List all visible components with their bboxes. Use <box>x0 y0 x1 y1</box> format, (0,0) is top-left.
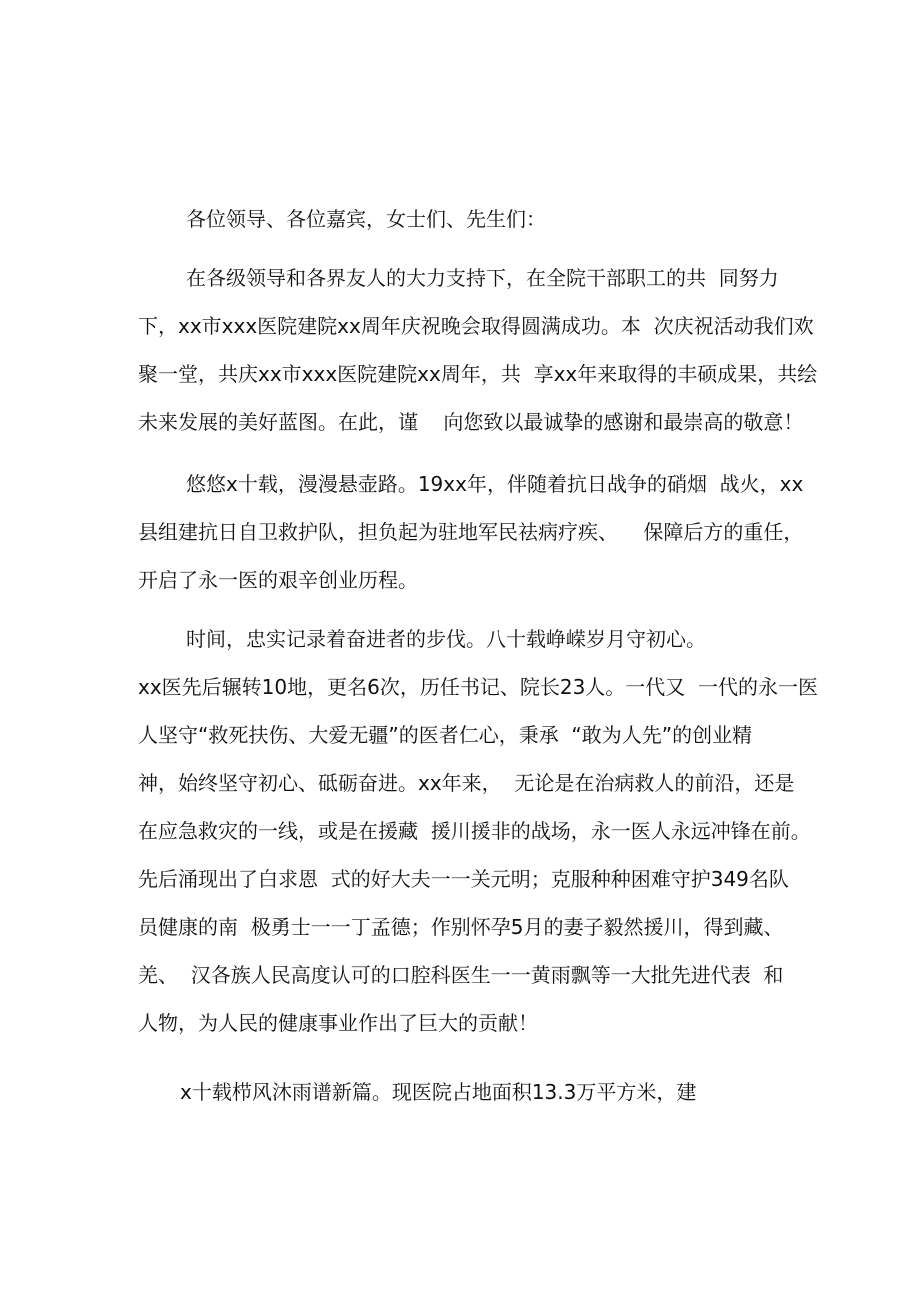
paragraph-1-line-3: 聚一堂，共庆xx市xxx医院建院xx周年，共 享xx年来取得的丰硕成果，共绘 <box>138 362 818 386</box>
paragraph-3-line-6: 先后涌现出了白求恩 式的好大夫一一关元明；克服种种困难守护349名队 <box>138 867 789 891</box>
paragraph-3-line-2: xx医先后辗转10地，更名6次，历任书记、院长23人。一代又 一代的永一医 <box>138 675 819 699</box>
paragraph-3-line-5: 在应急救灾的一线，或是在援藏 援川援非的战场，永一医人永远冲锋在前。 <box>138 819 811 843</box>
paragraph-2-line-1: 悠悠x十载，漫漫悬壶路。19xx年，伴随着抗日战争的硝烟 战火，xx <box>186 472 804 496</box>
paragraph-4-line-1: x十载栉风沐雨谱新篇。现医院占地面积13.3万平方米，建 <box>180 1080 697 1104</box>
paragraph-3-line-9: 人物，为人民的健康事业作出了巨大的贡献！ <box>138 1011 538 1035</box>
greeting-line: 各位领导、各位嘉宾，女士们、先生们： <box>186 207 546 231</box>
paragraph-3-line-4: 神，始终坚守初心、砥砺奋进。xx年来， 无论是在治病救人的前沿，还是 <box>138 771 795 795</box>
paragraph-3-line-7: 员健康的南 极勇士一一丁孟德；作别怀孕5月的妻子毅然援川，得到藏、 <box>138 915 784 939</box>
paragraph-1-line-4: 未来发展的美好蓝图。在此，谨 向您致以最诚挚的感谢和最崇高的敬意！ <box>138 410 804 434</box>
paragraph-1-line-1: 在各级领导和各界友人的大力支持下，在全院干部职工的共 同努力 <box>186 266 779 290</box>
paragraph-2-line-2: 县组建抗日自卫救护队，担负起为驻地军民祛病疗疾、 保障后方的重任， <box>138 520 804 544</box>
paragraph-3-line-1: 时间，忠实记录着奋进者的步伐。八十载峥嵘岁月守初心。 <box>186 627 706 651</box>
paragraph-2-line-3: 开启了永一医的艰辛创业历程。 <box>138 568 418 592</box>
paragraph-3-line-8: 羌、 汉各族人民高度认可的口腔科医生一一黄雨飘等一大批先进代表 和 <box>138 963 784 987</box>
paragraph-1-line-2: 下，xx市xxx医院建院xx周年庆祝晚会取得圆满成功。本 次庆祝活动我们欢 <box>138 314 814 338</box>
paragraph-3-line-3: 人坚守“救死扶伤、大爱无疆”的医者仁心，秉承 “敢为人先”的创业精 <box>138 723 753 747</box>
